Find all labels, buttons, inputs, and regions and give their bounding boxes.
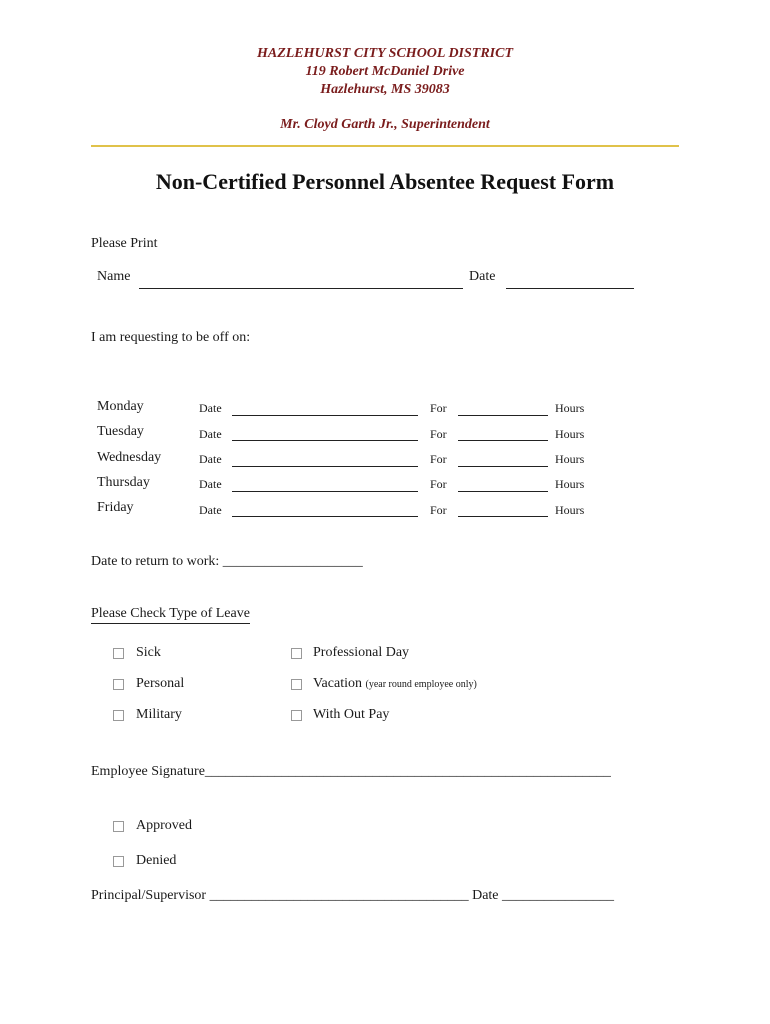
- form-title: Non-Certified Personnel Absentee Request Form: [155, 169, 615, 194]
- day-date-label: Date: [199, 427, 222, 441]
- district-name: HAZLEHURST CITY SCHOOL DISTRICT: [256, 46, 514, 61]
- district-street: 119 Robert McDaniel Drive: [305, 64, 465, 79]
- name-field[interactable]: [139, 288, 463, 289]
- day-for-label: For: [430, 427, 447, 441]
- print-note: Please Print: [91, 236, 158, 251]
- day-label-tuesday: Tuesday: [97, 424, 144, 439]
- tuesday-hours-field[interactable]: [458, 440, 548, 441]
- vacation-label: [313, 676, 477, 692]
- denied-label: Denied: [136, 853, 177, 868]
- employee-signature-field[interactable]: Employee Signature__________________________________________________________: [91, 764, 611, 779]
- day-for-label: For: [430, 503, 447, 517]
- day-hours-label: Hours: [555, 503, 585, 517]
- date-field[interactable]: [506, 288, 634, 289]
- friday-hours-field[interactable]: [458, 516, 548, 517]
- denied-checkbox[interactable]: [113, 856, 124, 867]
- day-hours-label: Hours: [555, 477, 585, 491]
- day-label-friday: Friday: [97, 500, 134, 515]
- district-city: Hazlehurst, MS 39083: [320, 82, 450, 97]
- day-label-monday: Monday: [97, 399, 144, 414]
- day-date-label: Date: [199, 401, 222, 415]
- leave-type-heading: Please Check Type of Leave: [91, 606, 250, 624]
- monday-hours-field[interactable]: [458, 415, 548, 416]
- friday-date-field[interactable]: [232, 516, 418, 517]
- letterhead: [0, 45, 770, 99]
- principal-signature-field[interactable]: Principal/Supervisor _____________________________________ Date ________________: [91, 888, 615, 903]
- monday-date-field[interactable]: [232, 415, 418, 416]
- day-hours-label: Hours: [555, 452, 585, 466]
- return-date-field[interactable]: Date to return to work: ____________________: [91, 554, 363, 569]
- day-label-wednesday: Wednesday: [97, 450, 162, 465]
- day-date-label: Date: [199, 477, 222, 491]
- date-label: Date: [469, 269, 496, 284]
- day-hours-label: Hours: [555, 401, 585, 415]
- requesting-label: I am requesting to be off on:: [91, 330, 251, 345]
- military-checkbox[interactable]: [113, 710, 124, 721]
- professional-day-label: Professional Day: [313, 645, 410, 660]
- day-for-label: For: [430, 401, 447, 415]
- vacation-note: (year round employee only): [365, 679, 477, 690]
- professional-day-checkbox[interactable]: [291, 648, 302, 659]
- wednesday-date-field[interactable]: [232, 466, 418, 467]
- thursday-hours-field[interactable]: [458, 491, 548, 492]
- header-divider: [91, 145, 679, 147]
- day-for-label: For: [430, 452, 447, 466]
- name-label: Name: [97, 269, 131, 284]
- military-label: Military: [136, 707, 182, 722]
- approved-checkbox[interactable]: [113, 821, 124, 832]
- personal-label: Personal: [136, 676, 185, 691]
- day-hours-label: Hours: [555, 427, 585, 441]
- thursday-date-field[interactable]: [232, 491, 418, 492]
- approved-label: Approved: [136, 818, 192, 833]
- day-date-label: Date: [199, 452, 222, 466]
- day-date-label: Date: [199, 503, 222, 517]
- vacation-text: Vacation: [313, 676, 362, 691]
- personal-checkbox[interactable]: [113, 679, 124, 690]
- tuesday-date-field[interactable]: [232, 440, 418, 441]
- day-label-thursday: Thursday: [97, 475, 150, 490]
- superintendent-line: Mr. Cloyd Garth Jr., Superintendent: [280, 117, 490, 132]
- without-pay-checkbox[interactable]: [291, 710, 302, 721]
- day-for-label: For: [430, 477, 447, 491]
- sick-checkbox[interactable]: [113, 648, 124, 659]
- sick-label: Sick: [136, 645, 161, 660]
- without-pay-label: With Out Pay: [313, 707, 390, 722]
- wednesday-hours-field[interactable]: [458, 466, 548, 467]
- vacation-checkbox[interactable]: [291, 679, 302, 690]
